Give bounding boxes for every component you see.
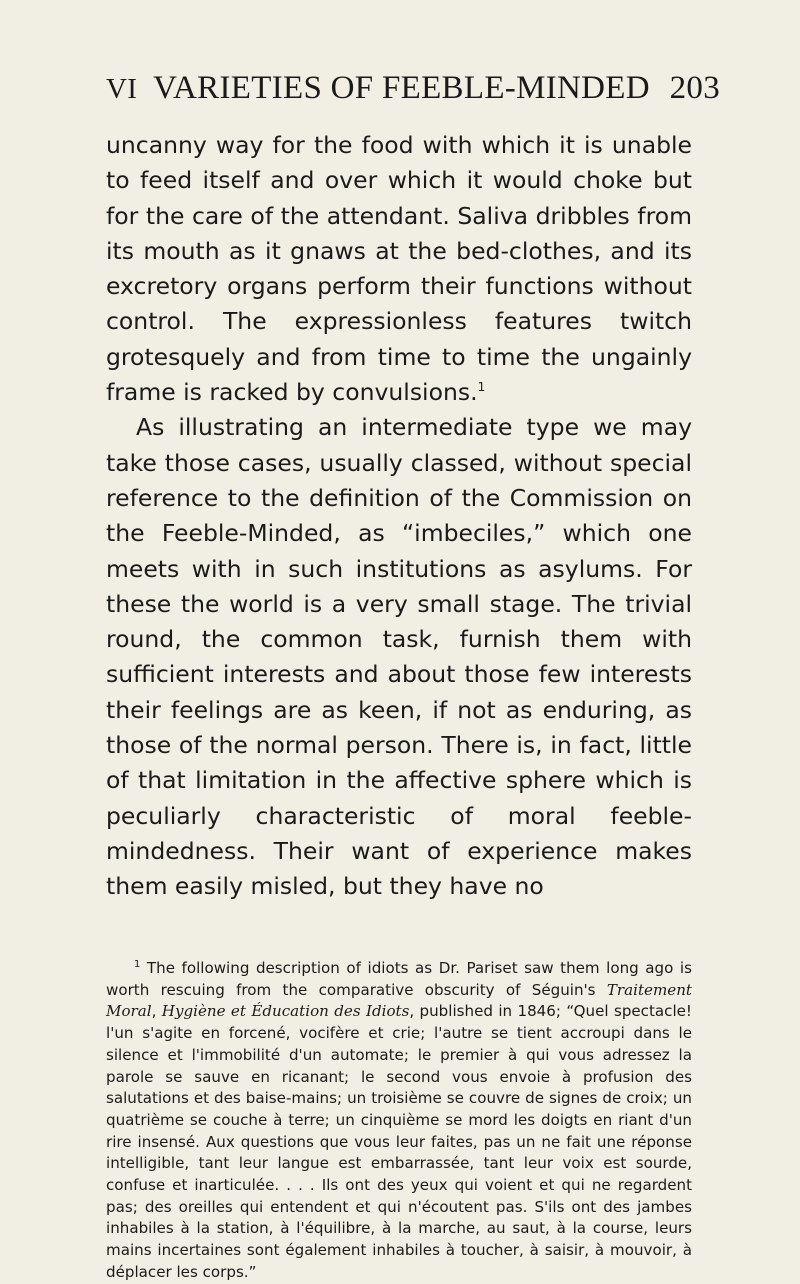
body-text	[106, 128, 692, 905]
chapter-number: VI	[106, 73, 138, 105]
book-title: Traitement Moral	[106, 980, 692, 1021]
footnote-reference: 1	[477, 380, 486, 395]
footnote-paragraph	[106, 958, 692, 1284]
footnote	[106, 958, 692, 1284]
book-title: Hygiène et Éducation des Idiots	[161, 1002, 410, 1021]
footnote-separator: ,	[151, 1002, 162, 1021]
running-title: VARIETIES OF FEEBLE-MINDED	[153, 70, 650, 106]
paragraph-text: uncanny way for the food with which it is unable to feed itself and over which it would choke but for the care of the attendant. Saliva dribbles from its mouth as it gnaws at the bed-clothes, and its excretory organs perform their functions without control. The expressionless features twitch grotesquely and from time to time the ungainly frame is racked by convulsions.	[106, 131, 692, 407]
paragraph	[106, 128, 692, 410]
running-head	[106, 70, 720, 107]
paragraph: As illustrating an intermediate type we may take those cases, usually classed, without special reference to the definition of the Commission on the Feeble-Minded, as “imbeciles,” which one meets with in such institutions as asylums. For these the world is a very small stage. The trivial round, the common task, furnish them with sufficient interests and about those few interests their feelings are as keen, if not as enduring, as those of the normal person. There is, in fact, little of that limitation in the affective sphere which is peculiarly characteristic of moral feeble-mindedness. Their want of experience makes them easily misled, but they have no	[106, 413, 692, 901]
footnote-text: The following description of idiots as Dr. Pariset saw them long ago is worth rescuing from the comparative obscurity of Séguin's	[106, 959, 692, 999]
page-number: 203	[669, 70, 720, 106]
footnote-marker: 1	[134, 959, 141, 970]
footnote-text: , published in 1846; “Quel spectacle! l'un s'agite en forcené, vocifère et crie; l'autre se tient accroupi dans le silence et l'immobilité d'un automate; le premier à qui vous adressez la parole se sauve en ricanant; le second vous envoie à profusion des salutations et des baise-mains; un troisième se couvre de signes de croix; un quatrième se couche à terre; un cinquième se mord les doigts en riant d'un rire insensé. Aux questions que vous leur faites, pas un ne fait une réponse intelligible, tant leur langue est embarrassée, tant leur voix est sourde, confuse et inarticulée. . . . Ils ont des yeux qui voient et qui ne regardent pas; des oreilles qui entendent et qui n'écoutent pas. S'ils ont des jambes inhabiles à la station, à l'équilibre, à la marche, au saut, à la course, leurs mains incertaines sont également inhabiles à toucher, à saisir, à mouvoir, à déplacer les corps.”	[106, 1002, 692, 1281]
